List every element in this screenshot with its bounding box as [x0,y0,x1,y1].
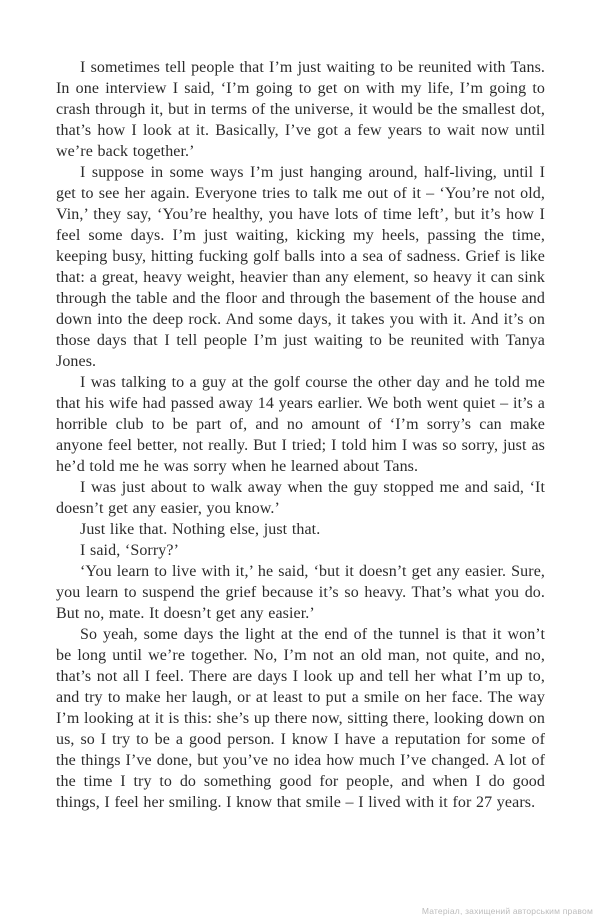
paragraph-1: I sometimes tell people that I’m just waiting to be reunited with Tans. In one interview I said, ‘I’m going to get on with my life, I’m going to crash through it, but in terms of the universe, it would be the smallest dot, that’s how I look at it. Basically, I’ve got a few years to wait now until we’re back together.’ [56,59,545,160]
paragraph-8: So yeah, some days the light at the end of the tunnel is that it won’t be long until we’re together. No, I’m not an old man, not quite, and no, that’s not all I feel. There are days I look up and tell her what I’m up to, and try to make her laugh, or at least to put a smile on her face. The way I’m looking at it is this: she’s up there now, sitting there, looking down on us, so I try to be a good person. I know I have a reputation for some of the things I’ve done, but you’ve no idea how much I’ve changed. A lot of the time I try to do something good for people, and when I do good things, I feel her smiling. I know that smile – I lived with it for 27 years. [56,626,545,811]
copyright-watermark: Матеріал, захищений авторським правом [421,906,593,916]
paragraph-4: I was just about to walk away when the guy stopped me and said, ‘It doesn’t get any easier, you know.’ [56,479,545,517]
paragraph-3: I was talking to a guy at the golf course the other day and he told me that his wife had passed away 14 years earlier. We both went quiet – it’s a horrible club to be part of, and no amount of ‘I’m sorry’s can make anyone feel better, not really. But I tried; I told him I was so sorry, just as he’d told me he was sorry when he learned about Tans. [56,374,545,475]
paragraph-6: I said, ‘Sorry?’ [80,542,180,559]
paragraph-5: Just like that. Nothing else, just that. [80,521,321,538]
paragraph-7: ‘You learn to live with it,’ he said, ‘but it doesn’t get any easier. Sure, you learn to suspend the grief because it’s so heavy. That’s what you do. But no, mate. It doesn’t get any easier.’ [56,563,545,622]
page-text [56,57,545,813]
paragraph-2: I suppose in some ways I’m just hanging around, half-living, until I get to see her again. Everyone tries to talk me out of it – ‘You’re not old, Vin,’ they say, ‘You’re healthy, you have lots of time left’, but it’s how I feel some days. I’m just waiting, kicking my heels, passing the time, keeping busy, hitting fucking golf balls into a sea of sadness. Grief is like that: a great, heavy weight, heavier than any element, so heavy it can sink through the table and the floor and through the basement of the house and down into the deep rock. And some days, it takes you with it. And it’s on those days that I tell people I’m just waiting to be reunited with Tanya Jones. [56,164,545,370]
